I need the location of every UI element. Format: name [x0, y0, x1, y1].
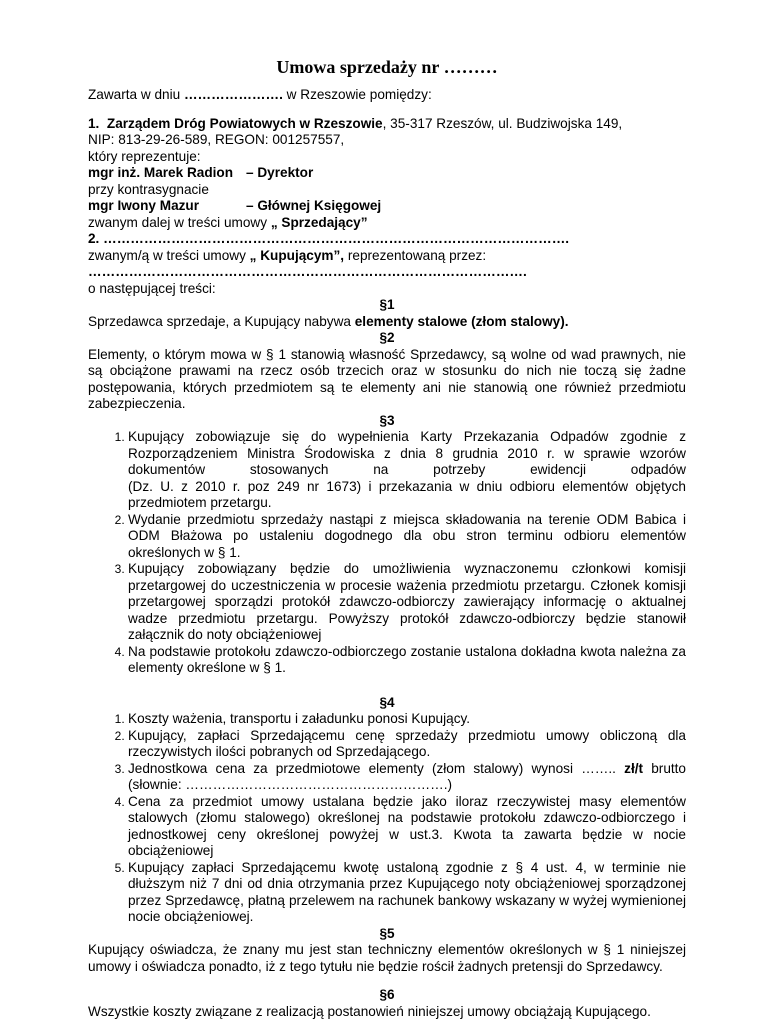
party-1-number: 1. [88, 116, 99, 131]
intro-suffix: w Rzeszowie pomiędzy: [283, 87, 432, 102]
section-3-item-1-line-2: (Dz. U. z 2010 r. poz 249 nr 1673) i przekazania w dniu odbioru elementów objętych przedmiotem przetargu. [128, 479, 686, 512]
list-item: 3. Kupujący zobowiązany będzie do umożliwienia wyznaczonemu członkowi komisji przetargowej do uczestniczenia w procesie ważenia przedmiotu przetargu. Członek komisji przetargowej sporządzi protokół zdawczo-odbiorczy zawierający informację o aktualnej wadze przedmiotu przetargu. Powyższy protokół zdawczo-odbiorczy będzie stanowił załącznik do noty obciążeniowej [128, 561, 686, 644]
party-1-called [88, 215, 686, 232]
party-2-rep-blank: ……………………………………………………………………………………. [88, 264, 686, 281]
section-1-heading: §1 [88, 297, 686, 314]
date-blank: …………………. [184, 87, 283, 102]
party-1-rep-2 [88, 198, 686, 215]
content-intro: o następującej treści: [88, 281, 686, 298]
section-4-item-3-prefix: Jednostkowa cena za przedmiotowe elementy (złom stalowy) wynosi …….. [128, 761, 624, 776]
party-1-name: Zarządem Dróg Powiatowych w Rzeszowie [107, 116, 383, 131]
section-6-heading: §6 [88, 987, 686, 1004]
list-item: 1. Koszty ważenia, transportu i załadunku ponosi Kupujący. [128, 711, 686, 728]
rep-2-role: – Głównej Księgowej [246, 198, 381, 213]
list-item [128, 429, 686, 512]
intro-line [88, 87, 686, 104]
party-1-ids: NIP: 813-29-26-589, REGON: 001257557, [88, 132, 686, 149]
rep-1-role: – Dyrektor [246, 165, 313, 180]
section-3-item-1-line-1: 1. Kupujący zobowiązuje się do wypełnienia Karty Przekazania Odpadów zgodnie z Rozporządzeniem Ministra Środowiska z dnia 8 grudnia 2010 r. w sprawie wzorów dokumentów stosowanych na potrzeby ewidencji odpadów [128, 429, 686, 479]
section-1-text-prefix: Sprzedawca sprzedaje, a Kupujący nabywa [88, 314, 355, 329]
list-item: 2. Wydanie przedmiotu sprzedaży nastąpi z miejsca składowania na terenie ODM Babica i ODM Błażowa po ustaleniu dogodnego dla obu stron terminu odbioru elementów określonych w § 1. [128, 512, 686, 562]
party-2-called [88, 248, 686, 265]
party-1-called-role: „ Sprzedający” [271, 215, 368, 230]
section-6 [88, 987, 686, 1020]
list-item: 2. Kupujący, zapłaci Sprzedającemu cenę sprzedaży przedmiotu umowy obliczoną dla rzeczywistych ilości pobranych od Sprzedającego. [128, 728, 686, 761]
section-2-heading: §2 [88, 330, 686, 347]
document-title: Umowa sprzedaży nr ……… [88, 56, 686, 78]
section-4-item-3-unit: zł/t [624, 761, 643, 776]
party-1 [88, 116, 686, 232]
party-1-countersign: przy kontrasygnacie [88, 182, 686, 199]
party-1-represented: który reprezentuje: [88, 149, 686, 166]
party-2-line: 2. …………………………………………………………………………………………. [88, 231, 686, 248]
section-1 [88, 297, 686, 330]
party-2 [88, 231, 686, 297]
section-4-list [88, 711, 686, 926]
list-item [128, 761, 686, 794]
party-1-header [88, 116, 686, 133]
section-6-text: Wszystkie koszty związane z realizacją postanowień niniejszej umowy obciążają Kupującego. [88, 1004, 686, 1020]
section-2 [88, 330, 686, 413]
list-item: 4. Na podstawie protokołu zdawczo-odbiorczego zostanie ustalona dokładna kwota należna za elementy określone w § 1. [128, 644, 686, 677]
section-3 [88, 413, 686, 677]
intro-prefix: Zawarta w dniu [88, 87, 184, 102]
party-2-called-role: „ Kupującym”, [250, 248, 344, 263]
section-4-heading: §4 [88, 695, 686, 712]
list-item: 4. Cena za przedmiot umowy ustalana będzie jako iloraz rzeczywistej masy elementów stalowych (złomu stalowego) określonej na podstawie protokołu zdawczo-odbiorczego i jednostkowej ceny określonej powyżej w ust.3. Kwota ta zawarta będzie w nocie obciążeniowej [128, 794, 686, 860]
section-2-text: Elementy, o którym mowa w § 1 stanowią własność Sprzedawcy, są wolne od wad prawnych, nie są obciążone prawami na rzecz osób trzecich oraz w stosunku do nich nie toczą się żadne postępowania, których przedmiotem są te elementy ani nie stanowią one również przedmiotu zabezpieczenia. [88, 347, 686, 413]
section-5-text: Kupujący oświadcza, że znany mu jest stan techniczny elementów określonych w § 1 niniejszej umowy i oświadcza ponadto, iż z tego tytułu nie będzie rościł żadnych pretensji do Sprzedawcy. [88, 942, 686, 975]
party-1-rep-1 [88, 165, 686, 182]
section-3-heading: §3 [88, 413, 686, 430]
party-1-called-prefix: zwanym dalej w treści umowy [88, 215, 271, 230]
rep-1-name: mgr inż. Marek Radion [88, 165, 246, 182]
list-item: 5. Kupujący zapłaci Sprzedającemu kwotę ustaloną zgodnie z § 4 ust. 4, w terminie nie dłuższym niż 7 dni od dnia otrzymania przez Kupującego noty obciążeniowej sporządzonej przez Sprzedawcę, płatną przelewem na rachunek bankowy wskazany w wyżej wymienionej nocie obciążeniowej. [128, 860, 686, 926]
party-2-called-prefix: zwanym/ą w treści umowy [88, 248, 250, 263]
section-5 [88, 926, 686, 976]
section-3-list [88, 429, 686, 677]
section-4-item-3-suffix: brutto (słownie: ………………………………………………….) [128, 761, 686, 793]
rep-2-name: mgr Iwony Mazur [88, 198, 246, 215]
section-5-heading: §5 [88, 926, 686, 943]
party-2-called-suffix: reprezentowaną przez: [344, 248, 486, 263]
section-1-text-bold: elementy stalowe (złom stalowy). [355, 314, 569, 329]
party-1-address: , 35-317 Rzeszów, ul. Budziwojska 149, [383, 116, 623, 131]
section-4 [88, 695, 686, 926]
section-1-text [88, 314, 686, 331]
